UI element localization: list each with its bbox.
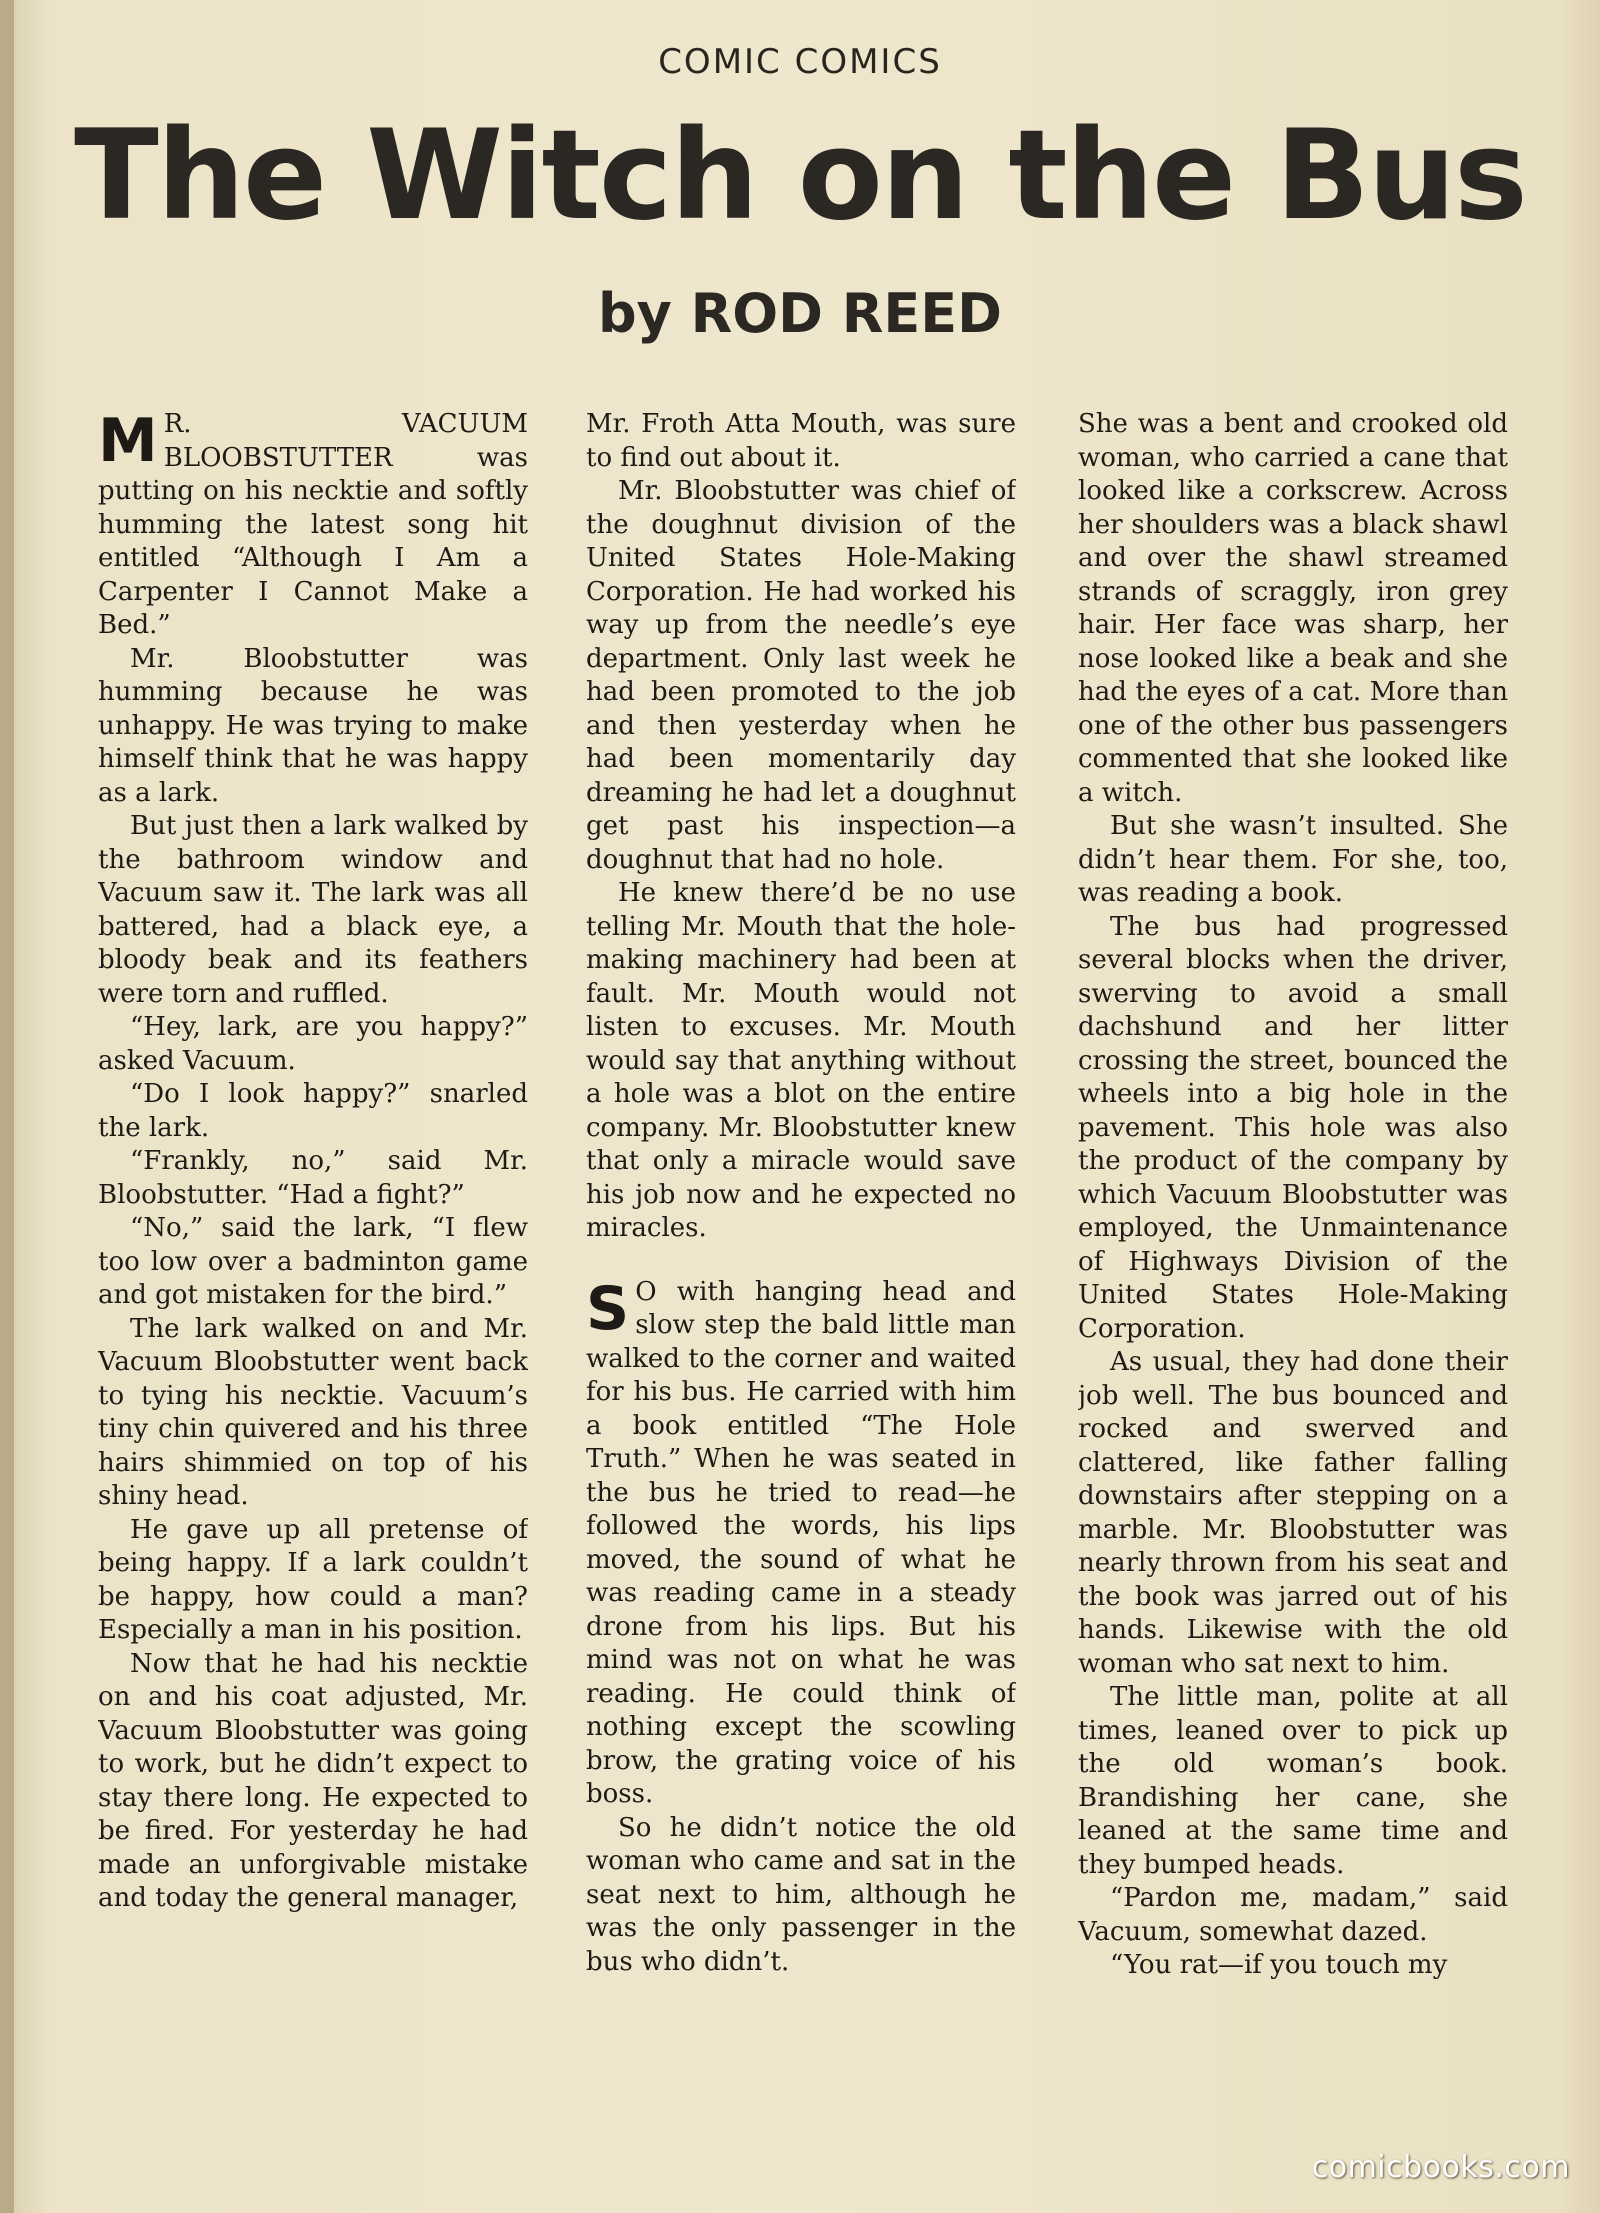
paragraph: [98, 810, 528, 1011]
paragraph: [98, 1212, 528, 1313]
paragraph-text: “No,” said the lark, “I flew too low over a badminton game and got mistaken for the bird.”: [98, 1213, 528, 1310]
text-column-2: [586, 408, 1016, 2098]
paragraph: [98, 1011, 528, 1078]
paragraph: [1078, 408, 1508, 810]
paragraph: [98, 643, 528, 811]
paragraph: [98, 1078, 528, 1145]
paragraph-text: As usual, they had done their job well. The bus bounced and rocked and swerved and clattered, like father falling downstairs after stepping on a marble. Mr. Bloobstutter was nearly thrown from his seat and the book was jarred out of his hands. Likewise with the old woman who sat next to him.: [1078, 1347, 1508, 1679]
paragraph-text: She was a bent and crooked old woman, who carried a cane that looked like a corkscrew. Across her shoulders was a black shawl and over the shawl streamed strands of scraggly, iron grey hair. Her face was sharp, her nose looked like a beak and she had the eyes of a cat. More than one of the other bus passengers commented that she looked like a witch.: [1078, 409, 1508, 808]
paragraph: [98, 1145, 528, 1212]
paragraph-text: The bus had progressed several blocks when the driver, swerving to avoid a small dachshund and her litter crossing the street, bounced the wheels into a big hole in the pavement. This hole was also the product of the company by which Vacuum Bloobstutter was employed, the Unmaintenance of Highways Division of the United States Hole-Making Corporation.: [1078, 911, 1508, 1344]
paragraph: [98, 408, 528, 643]
paragraph: [98, 1514, 528, 1648]
paragraph: [1078, 1681, 1508, 1882]
drop-cap: S: [586, 1273, 630, 1344]
paragraph: [586, 408, 1016, 475]
paragraph-text: He knew there’d be no use telling Mr. Mouth that the hole-making machinery had been at fault. Mr. Mouth would not listen to excuses. Mr. Mouth would say that anything without a hole was a blot on the entire company. Mr. Bloobstutter knew that only a miracle would save his job now and he expected no miracles.: [586, 878, 1016, 1243]
paragraph-text: The lark walked on and Mr. Vacuum Bloobstutter went back to tying his necktie. Vacuum’s tiny chin quivered and his three hairs shimmied on top of his shiny head.: [98, 1313, 528, 1511]
paragraph-text: So he didn’t notice the old woman who came and sat in the seat next to him, although he was the only passenger in the bus who didn’t.: [586, 1812, 1016, 1977]
paragraph-text: But just then a lark walked by the bathroom window and Vacuum saw it. The lark was all battered, had a black eye, a bloody beak and its feathers were torn and ruffled.: [98, 811, 528, 1009]
paragraph: [1078, 911, 1508, 1347]
paragraph: [586, 475, 1016, 877]
text-column-3: [1078, 408, 1508, 2098]
story-title: The Witch on the Bus: [74, 104, 1526, 248]
paragraph-text: O with hanging head and slow step the bald little man walked to the corner and waited for his bus. He carried with him a book entitled “The Hole Truth.” When he was seated in the bus he tried to read—he followed the words, his lips moved, the sound of what he was reading came in a steady drone from his lips. But his mind was not on what he was reading. He could think of nothing except the scowling brow, the grating voice of his boss.: [586, 1276, 1016, 1809]
paragraph: [1078, 1882, 1508, 1949]
paragraph-text: R. VACUUM BLOOBSTUTTER was putting on his necktie and softly humming the latest song hit entitled “Although I Am a Carpenter I Cannot Make a Bed.”: [98, 409, 528, 640]
paragraph-text: “Frankly, no,” said Mr. Bloobstutter. “Had a fight?”: [98, 1146, 528, 1210]
drop-cap: M: [98, 408, 158, 476]
watermark: comicbooks.com: [1311, 2150, 1570, 2185]
paragraph-text: But she wasn’t insulted. She didn’t hear them. For she, too, was reading a book.: [1078, 811, 1508, 908]
paragraph-text: “Do I look happy?” snarled the lark.: [98, 1079, 528, 1143]
paragraph-text: “You rat—if you touch my: [1110, 1950, 1448, 1980]
text-column-1: [98, 408, 528, 2098]
paragraph-text: He gave up all pretense of being happy. If a lark couldn’t be happy, how could a man? Especially a man in his position.: [98, 1514, 528, 1645]
running-head: COMIC COMICS: [658, 42, 942, 82]
paragraph-text: “Pardon me, madam,” said Vacuum, somewhat dazed.: [1078, 1883, 1508, 1947]
paragraph-text: The little man, polite at all times, leaned over to pick up the old woman’s book. Brandishing her cane, she leaned at the same time and they bumped heads.: [1078, 1682, 1508, 1880]
paragraph: [1078, 1346, 1508, 1681]
paragraph: [586, 1273, 1016, 1812]
paragraph-text: Mr. Bloobstutter was humming because he was unhappy. He was trying to make himself think that he was happy as a lark.: [98, 643, 528, 808]
paragraph: [1078, 1949, 1508, 1983]
byline: by ROD REED: [598, 282, 1002, 345]
paragraph-text: Mr. Froth Atta Mouth, was sure to find out about it.: [586, 409, 1016, 473]
paragraph-text: Now that he had his necktie on and his coat adjusted, Mr. Vacuum Bloobstutter was going to work, but he didn’t expect to stay there long. He expected to be fired. For yesterday he had made an unforgivable mistake and today the general manager,: [98, 1648, 528, 1913]
paragraph: [98, 1313, 528, 1514]
paragraph: [1078, 810, 1508, 911]
paragraph: [586, 877, 1016, 1246]
paragraph: [98, 1648, 528, 1916]
paragraph-text: Mr. Bloobstutter was chief of the doughnut division of the United States Hole-Making Corporation. He had worked his way up from the needle’s eye department. Only last week he had been promoted to the job and then yesterday when he had been momentarily day dreaming he had let a doughnut get past his inspection—a doughnut that had no hole.: [586, 476, 1016, 875]
paragraph-text: “Hey, lark, are you happy?” asked Vacuum.: [98, 1012, 528, 1076]
paragraph: [586, 1812, 1016, 1980]
